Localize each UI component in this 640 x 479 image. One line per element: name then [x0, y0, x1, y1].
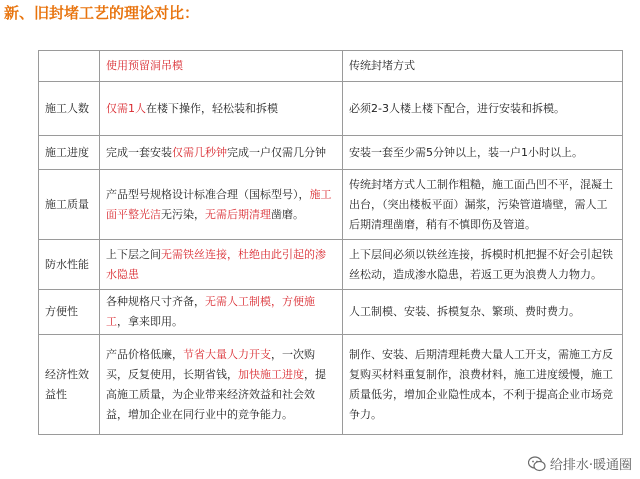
- wechat-icon: [528, 456, 546, 472]
- highlight-text: 仅需几秒钟: [172, 145, 227, 159]
- comparison-table-body: [39, 51, 623, 435]
- row-label: 施工人数: [39, 82, 100, 136]
- cell-text: ，一次购买，反复使用，长期省钱，: [106, 347, 315, 381]
- cell-text: 各种规格尺寸齐备，: [106, 295, 205, 308]
- new-method-cell: [100, 240, 343, 290]
- traditional-method-cell: 制作、安装、后期清理耗费大量人工开支，需施工方反复购买材料重复制作，浪费材料，施工进度缓慢，施工质量低劣，增加企业隐性成本，不利于提高企业市场竞争力。: [343, 335, 623, 435]
- row-label: 方便性: [39, 290, 100, 335]
- highlight-text: 无需后期清理: [205, 207, 271, 221]
- cell-text: 无污染，: [161, 207, 205, 221]
- traditional-method-cell: 传统封堵方式人工制作粗糙，施工面凸凹不平，混凝土出台，（突出楼板平面）漏浆，污染管道墙壁，需人工后期清理凿磨，稍有不慎即伤及管道。: [343, 170, 623, 240]
- table-row: [39, 82, 623, 136]
- header-traditional-method: 传统封堵方式: [343, 51, 623, 82]
- highlight-text: 仅需1人: [106, 101, 146, 115]
- cell-text: 凿磨。: [271, 207, 304, 221]
- page-title: 新、旧封堵工艺的理论对比：: [4, 4, 200, 22]
- cell-text: 完成一套安装: [106, 145, 172, 159]
- table-row: [39, 240, 623, 290]
- cell-text: ，拿来即用。: [117, 315, 183, 328]
- highlight-text: 无需人工制模，方便施工: [106, 295, 315, 328]
- traditional-method-cell: 安装一套至少需5分钟以上，装一户1小时以上。: [343, 136, 623, 170]
- highlight-text: 无需铁丝连接，杜绝由此引起的渗水隐患: [106, 247, 326, 281]
- row-label: 施工进度: [39, 136, 100, 170]
- new-method-cell: [100, 82, 343, 136]
- cell-text: 产品型号规格设计标准合理（国标型号），: [106, 187, 310, 201]
- header-cell-empty: [39, 51, 100, 82]
- traditional-method-cell: 必须2-3人楼上楼下配合，进行安装和拆模。: [343, 82, 623, 136]
- new-method-cell: [100, 170, 343, 240]
- watermark-text: 给排水·暖通圈: [549, 458, 632, 473]
- highlight-text: 节省大量人力开支: [183, 347, 271, 361]
- header-new-method: 使用预留洞吊模: [100, 51, 343, 82]
- row-label: 经济性效益性: [39, 335, 100, 435]
- cell-text: 上下层之间: [106, 247, 161, 261]
- cell-text: 完成一户仅需几分钟: [227, 145, 326, 159]
- new-method-cell: [100, 335, 343, 435]
- row-label: 防水性能: [39, 240, 100, 290]
- table-row: [39, 335, 623, 435]
- highlight-text: 加快施工进度: [238, 367, 304, 381]
- table-row: [39, 170, 623, 240]
- table-row: [39, 136, 623, 170]
- new-method-cell: [100, 290, 343, 335]
- row-label: 施工质量: [39, 170, 100, 240]
- cell-text: 产品价格低廉，: [106, 347, 183, 361]
- highlight-text: 施工面平整光洁: [106, 187, 332, 221]
- table-header-row: [39, 51, 623, 82]
- watermark: [528, 454, 632, 473]
- cell-text: 在楼下操作，轻松装和拆模: [146, 101, 278, 115]
- cell-text: ，提高施工质量，为企业带来经济效益和社会效益，增加企业在同行业中的竞争能力。: [106, 367, 326, 421]
- traditional-method-cell: 上下层间必须以铁丝连接，拆模时机把握不好会引起铁丝松动，造成渗水隐患，若返工更为浪费人力物力。: [343, 240, 623, 290]
- traditional-method-cell: 人工制模、安装、拆模复杂、繁琐、费时费力。: [343, 290, 623, 335]
- table-row: [39, 290, 623, 335]
- comparison-table: [38, 50, 623, 435]
- new-method-cell: [100, 136, 343, 170]
